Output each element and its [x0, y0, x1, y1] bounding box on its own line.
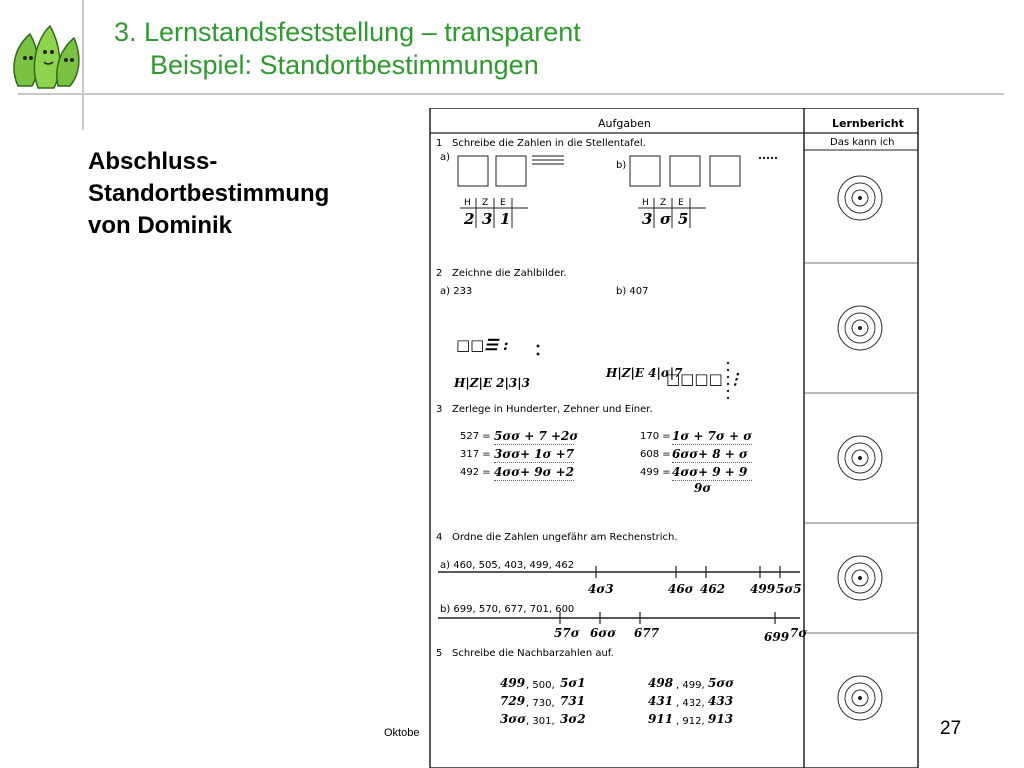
- task4-b-numbers: b) 699, 570, 677, 701, 600: [440, 604, 575, 615]
- task4-b-hw-5: 7σ: [790, 626, 808, 640]
- task3-right-line-2: [672, 462, 752, 463]
- task4-a-hw-2: 46σ: [668, 582, 694, 596]
- slide-title: [114, 16, 581, 82]
- task5-right-2: , 432,: [676, 698, 705, 709]
- task5-right-pre-3: 911: [648, 712, 674, 726]
- task5-left-2: , 730,: [526, 698, 555, 709]
- worksheet-scan: [420, 108, 920, 768]
- task4-b-hw-2: 6σσ: [590, 626, 617, 640]
- title-line-1: 3. Lernstandsfeststellung – transparent: [114, 17, 581, 47]
- task5-left-pre-2: 729: [500, 694, 526, 708]
- task3-left-hw-2: 3σσ+ 1σ +7: [494, 447, 575, 461]
- task3-right-3: 499 =: [640, 467, 671, 478]
- task5-left-pre-1: 499: [500, 676, 526, 690]
- task5-right-post-1: 5σσ: [708, 676, 735, 690]
- task3-left-line-3: [494, 480, 574, 481]
- task5-left-post-3: 3σ2: [560, 712, 586, 726]
- task2-b-table: H|Z|E 4|σ|7: [606, 366, 683, 380]
- task2-text: Zeichne die Zahlbilder.: [452, 268, 567, 279]
- task4-b-hw-4: 699: [764, 630, 790, 644]
- task3-left-hw-3: 4σσ+ 9σ +2: [494, 465, 575, 479]
- task1-header-z: Z: [482, 198, 489, 208]
- task1-number: 1: [436, 138, 443, 149]
- task1-a-ones: 1: [500, 210, 511, 228]
- task3-left-line-1: [494, 444, 574, 445]
- task4-b-hw-3: 677: [634, 626, 660, 640]
- task5-right-pre-1: 498: [648, 676, 674, 690]
- task1-header-h: H: [464, 198, 471, 208]
- task5-right-3: , 912,: [676, 716, 705, 727]
- task1-b-hundreds: 3: [642, 210, 653, 228]
- header-horizontal-rule: [18, 93, 1004, 95]
- task1-header-e: E: [500, 198, 506, 208]
- task5-left-1: , 500,: [526, 680, 555, 691]
- task3-left-hw-1: 5σσ + 7 +2σ: [494, 429, 579, 443]
- task1-b-ones: 5: [678, 210, 689, 228]
- task1-b-header-e: E: [678, 198, 684, 208]
- task3-right-hw-2: 6σσ+ 8 + σ: [672, 447, 748, 461]
- page-number: 27: [940, 718, 962, 739]
- task5-left-pre-3: 3σσ: [500, 712, 527, 726]
- subtitle-line-1: Abschluss-: [88, 148, 218, 175]
- task5-left-3: , 301,: [526, 716, 555, 727]
- task2-a-table: H|Z|E 2|3|3: [454, 376, 530, 390]
- footer-date: Oktobe: [384, 727, 420, 739]
- task1-b-label: b): [616, 160, 627, 171]
- header-vertical-rule: [82, 0, 84, 130]
- task1-b-header-h: H: [642, 198, 649, 208]
- task4-a-hw-1: 4σ3: [588, 582, 614, 596]
- task5-number: 5: [436, 648, 443, 659]
- task2-number: 2: [436, 268, 443, 279]
- task5-left-post-1: 5σ1: [560, 676, 586, 690]
- task3-right-line-3: [672, 480, 752, 481]
- tasks-header: Aufgaben: [598, 117, 651, 130]
- task3-left-3: 492 =: [460, 467, 491, 478]
- task3-left-2: 317 =: [460, 449, 491, 460]
- task1-a-tens: 3: [482, 210, 493, 228]
- leaf-mascots-logo: [8, 18, 84, 96]
- task4-a-hw-3: 462: [700, 582, 726, 596]
- task2-b-label: b) 407: [616, 286, 649, 297]
- report-header: Lernbericht: [832, 117, 904, 130]
- task3-number: 3: [436, 404, 443, 415]
- task5-left-post-2: 731: [560, 694, 586, 708]
- task3-right-hw-1: 1σ + 7σ + σ: [672, 429, 753, 443]
- task4-a-numbers: a) 460, 505, 403, 499, 462: [440, 560, 575, 571]
- task1-a-label: a): [440, 152, 451, 163]
- task4-number: 4: [436, 532, 443, 543]
- slide-subtitle: [88, 146, 329, 242]
- task4-a-hw-5: 5σ5: [776, 582, 802, 596]
- task1-b-header-z: Z: [660, 198, 667, 208]
- task3-right-1: 170 =: [640, 431, 671, 442]
- task5-right-pre-2: 431: [648, 694, 674, 708]
- task3-text: Zerlege in Hunderter, Zehner und Einer.: [452, 404, 653, 415]
- subtitle-line-3: von Dominik: [88, 212, 233, 239]
- task5-text: Schreibe die Nachbarzahlen auf.: [452, 648, 614, 659]
- task3-right-2: 608 =: [640, 449, 671, 460]
- task2-a-drawing: □□☰ :: [456, 336, 509, 354]
- task1-b-tens: σ: [660, 210, 672, 228]
- task4-a-hw-4: 499: [750, 582, 776, 596]
- task2-a-label: a) 233: [440, 286, 473, 297]
- task3-right-line-1: [672, 444, 752, 445]
- task3-right-hw-4: 9σ: [694, 481, 712, 495]
- task5-right-post-3: 913: [708, 712, 734, 726]
- task1-a-hundreds: 2: [464, 210, 475, 228]
- subtitle-line-2: Standortbestimmung: [88, 180, 330, 207]
- task3-left-1: 527 =: [460, 431, 491, 442]
- task4-b-hw-1: 57σ: [554, 626, 580, 640]
- title-line-2: Beispiel: Standortbestimmungen: [150, 50, 539, 80]
- task1-text: Schreibe die Zahlen in die Stellentafel.: [452, 138, 646, 149]
- report-subheader: Das kann ich: [830, 137, 895, 148]
- task3-right-hw-3: 4σσ+ 9 + 9: [672, 465, 748, 479]
- task2-b-drawing: □□□□ ⋮: [666, 370, 743, 388]
- task5-right-1: , 499,: [676, 680, 705, 691]
- task5-right-post-2: 433: [708, 694, 734, 708]
- task3-left-line-2: [494, 462, 574, 463]
- task4-text: Ordne die Zahlen ungefähr am Rechenstrich.: [452, 532, 678, 543]
